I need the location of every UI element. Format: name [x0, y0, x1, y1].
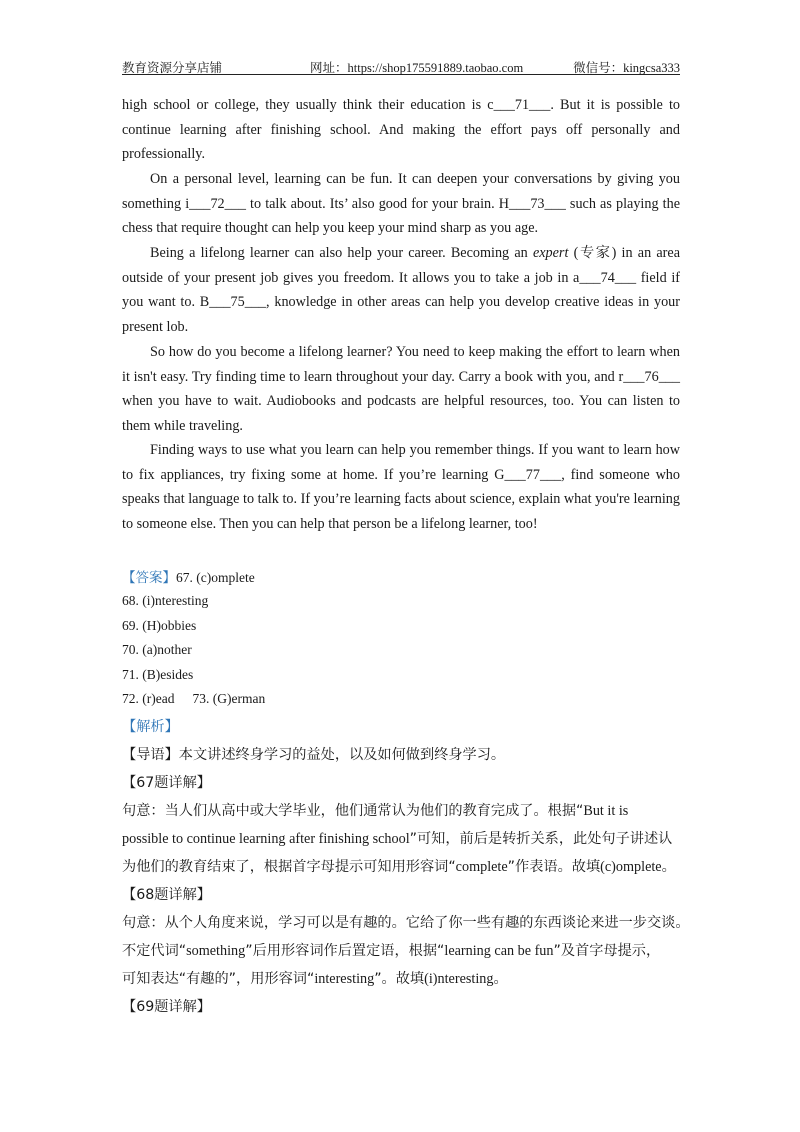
- q67-line-2: possible to continue learning after finishing school”可知，前后是转折关系，此处句子讲述认: [122, 831, 673, 847]
- answer-72-73: 72. (r)ead 73. (G)erman: [122, 691, 266, 706]
- header-url: 网址：https://shop175591889.taobao.com: [310, 61, 524, 75]
- p3-expert: expert: [532, 245, 569, 261]
- page-header: [122, 56, 680, 75]
- q68-line-2: 不定代词“something”后用形容词作后置定语，根据“learning can be fun”及首字母提示，: [122, 943, 661, 959]
- q69-title: 【69题详解】: [122, 999, 211, 1015]
- q68-line-1: 句意：从个人角度来说，学习可以是有趣的。它给了你一些有趣的东西谈论来进一步交谈。: [122, 915, 690, 931]
- answer-67: 【答案】67. (c)omplete: [122, 570, 255, 586]
- passage-paragraph-5: Finding ways to use what you learn can help you remember things. If you want to learn how to fix appliances, try fixing some at home. If you’re learning G___77___, find someone who speaks that language to talk to. If you’re learning facts about science, explain what you're learning to someone else. Then you can help that person be a lifelong learner, too!: [122, 442, 680, 532]
- answer-71: 71. (B)esides: [122, 667, 194, 682]
- q67-title: 【67题详解】: [122, 775, 211, 791]
- q68-title: 【68题详解】: [122, 887, 211, 903]
- header-shop-name: 教育资源分享店铺: [122, 61, 223, 75]
- analysis-guide: 【导语】本文讲述终身学习的益处，以及如何做到终身学习。: [122, 747, 506, 763]
- answer-tag: 【答案】: [122, 570, 176, 586]
- q68-line-3: 可知表达“有趣的”，用形容词“interesting”。故填(i)nteresting。: [122, 971, 508, 987]
- passage-paragraph-1: high school or college, they usually think their education is c___71___. But it is possible to continue learning after finishing school. And making the effort pays off personally and professionally.: [122, 97, 680, 162]
- passage-paragraph-2: On a personal level, learning can be fun. It can deepen your conversations by giving you something i___72___ to talk about. Its’ also good for your brain. H___73___ such as playing the chess that require thought can help you keep your mind sharp as you age.: [122, 171, 680, 236]
- p3-text-b: (专家) in an area outside of your present job gives you freedom. It allows you to take a job in a___74___ field if you want to. B___75___, knowledge in other areas can help you develop creative ideas in your present lob.: [122, 245, 680, 335]
- passage-paragraph-4: So how do you become a lifelong learner? You need to keep making the effort to learn when it isn't easy. Try finding time to learn throughout your day. Carry a book with you, and r___76___ when you have to wait. Audiobooks and podcasts are helpful resources, too. You can listen to them while traveling.: [122, 344, 680, 434]
- q67-line-3: 为他们的教育结束了，根据首字母提示可知用形容词“complete”作表语。故填(c)omplete。: [122, 859, 676, 875]
- answer-69: 69. (H)obbies: [122, 618, 197, 633]
- answer-70: 70. (a)nother: [122, 642, 192, 657]
- header-wechat: 微信号：kingcsa333: [573, 61, 680, 75]
- q67-line-1: 句意：当人们从高中或大学毕业，他们通常认为他们的教育完成了。根据“But it is: [122, 803, 629, 819]
- analysis-tag: 【解析】: [122, 719, 179, 735]
- passage-paragraph-3: [122, 241, 680, 339]
- answer-68: 68. (i)nteresting: [122, 593, 209, 608]
- p3-text-a: Being a lifelong learner can also help your career. Becoming an: [150, 245, 533, 261]
